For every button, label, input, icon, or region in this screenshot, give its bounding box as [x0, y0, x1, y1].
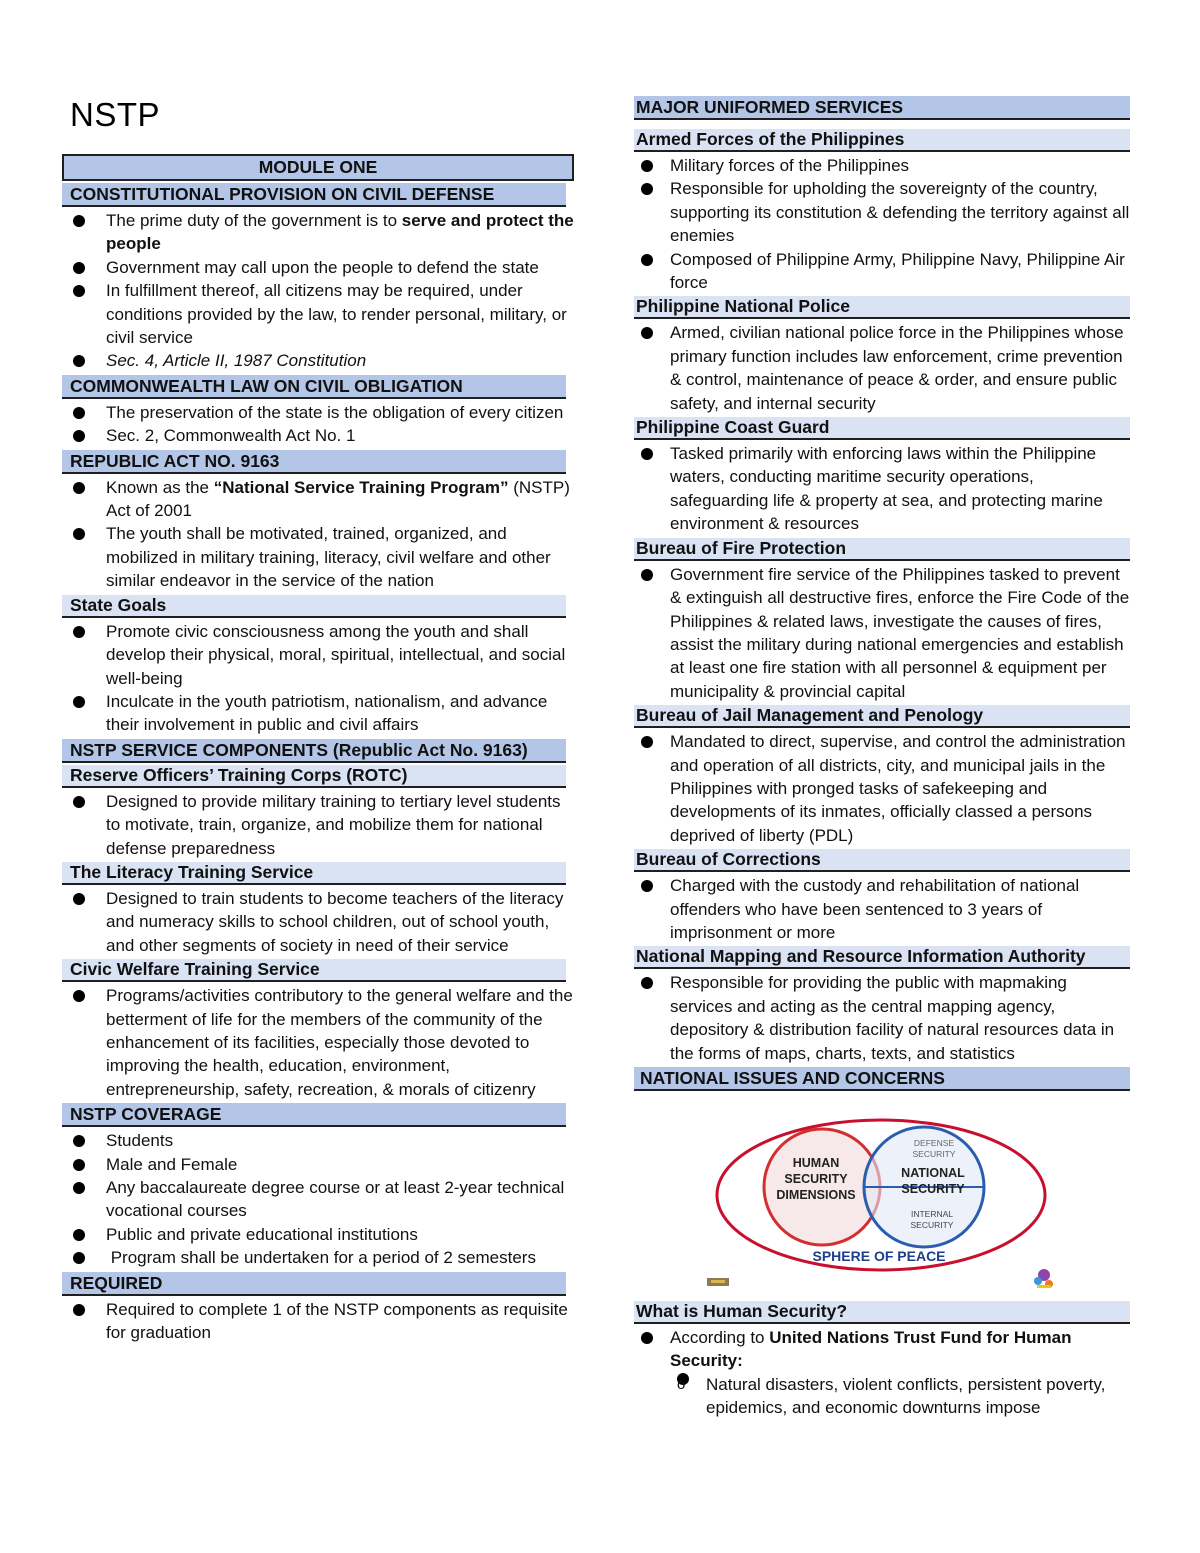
document-title: NSTP	[70, 96, 161, 133]
list-item: Known as the “National Service Training Program” (NSTP) Act of 2001	[62, 476, 574, 523]
heading-national-issues: NATIONAL ISSUES AND CONCERNS	[634, 1067, 1130, 1091]
label-national: NATIONAL	[901, 1166, 965, 1180]
list-commonwealth	[62, 401, 574, 448]
list-item: Required to complete 1 of the NSTP components as requisite for graduation	[62, 1298, 574, 1345]
list-item: Inculcate in the youth patriotism, nationalism, and advance their involvement in public and civil affairs	[62, 690, 574, 737]
heading-required: REQUIRED	[62, 1272, 566, 1296]
module-title: MODULE ONE	[62, 154, 574, 181]
sub-list	[670, 1373, 1130, 1420]
list-bfp	[634, 563, 1130, 703]
list-literacy-training	[62, 887, 574, 957]
heading-literacy-training: The Literacy Training Service	[62, 862, 566, 885]
list-item: Public and private educational institutions	[62, 1223, 574, 1246]
label-human: HUMAN	[792, 1156, 840, 1170]
list-item: The preservation of the state is the obligation of every citizen	[62, 401, 574, 424]
label-sphere-of-peace: SPHERE OF PEACE	[812, 1248, 946, 1264]
heading-bjmp: Bureau of Jail Management and Penology	[634, 705, 1130, 728]
list-item: Mandated to direct, supervise, and control the administration and operation of all districts, city, and municipal jails in the Philippines with pronged tasks of safekeeping and developments of its inmates, officially classed a persons deprived of liberty (PDL)	[634, 730, 1130, 847]
label-human-dimensions: DIMENSIONS	[776, 1188, 856, 1202]
list-pnp	[634, 321, 1130, 415]
list-item: Students	[62, 1129, 574, 1152]
list-republic-act	[62, 476, 574, 593]
heading-afp: Armed Forces of the Philippines	[634, 129, 1130, 152]
heading-rotc: Reserve Officers’ Training Corps (ROTC)	[62, 765, 566, 788]
list-item: Sec. 2, Commonwealth Act No. 1	[62, 424, 574, 447]
list-item: Military forces of the Philippines	[634, 154, 1130, 177]
heading-commonwealth-law: COMMONWEALTH LAW ON CIVIL OBLIGATION	[62, 375, 566, 399]
heading-state-goals: State Goals	[62, 595, 566, 618]
list-item: Composed of Philippine Army, Philippine Navy, Philippine Air force	[634, 248, 1130, 295]
list-item: Government may call upon the people to defend the state	[62, 256, 574, 279]
heading-boc: Bureau of Corrections	[634, 849, 1130, 872]
list-item: The youth shall be motivated, trained, organized, and mobilized in military training, literacy, civil welfare and other similar endeavor in the service of the nation	[62, 522, 574, 592]
flower-logo-icon	[1034, 1269, 1053, 1288]
label-national-security: SECURITY	[901, 1182, 965, 1196]
small-logo-icon	[707, 1278, 729, 1286]
list-item: Program shall be undertaken for a period of 2 semesters	[62, 1246, 574, 1269]
heading-major-uniformed-services: MAJOR UNIFORMED SERVICES	[634, 96, 1130, 120]
heading-republic-act: REPUBLIC ACT NO. 9163	[62, 450, 566, 474]
list-item: Sec. 4, Article II, 1987 Constitution	[62, 349, 574, 372]
list-item: Male and Female	[62, 1153, 574, 1176]
heading-bfp: Bureau of Fire Protection	[634, 538, 1130, 561]
label-human-security: SECURITY	[784, 1172, 848, 1186]
list-item: In fulfillment thereof, all citizens may be required, under conditions provided by the law, to render personal, military, or civil service	[62, 279, 574, 349]
list-item: Promote civic consciousness among the youth and shall develop their physical, moral, spiritual, intellectual, and social well-being	[62, 620, 574, 690]
list-item: Any baccalaureate degree course or at least 2-year technical vocational courses	[62, 1176, 574, 1223]
list-item: The prime duty of the government is to serve and protect the people	[62, 209, 574, 256]
heading-service-components: NSTP SERVICE COMPONENTS (Republic Act No. 9163)	[62, 739, 566, 763]
list-item: Responsible for upholding the sovereignty of the country, supporting its constitution & defending the territory against all enemies	[634, 177, 1130, 247]
label-internal: INTERNAL	[910, 1209, 954, 1219]
label-defense: DEFENSE	[913, 1138, 955, 1148]
heading-nstp-coverage: NSTP COVERAGE	[62, 1103, 566, 1127]
heading-pcg: Philippine Coast Guard	[634, 417, 1130, 440]
list-civic-welfare	[62, 984, 574, 1101]
list-required	[62, 1298, 574, 1345]
heading-civic-welfare: Civic Welfare Training Service	[62, 959, 566, 982]
label-internal-security: SECURITY	[910, 1220, 954, 1230]
sub-list-item: o Natural disasters, violent conflicts, persistent poverty, epidemics, and economic downturns impose	[670, 1373, 1130, 1420]
list-item: Government fire service of the Philippines tasked to prevent & extinguish all destructive fires, enforce the Fire Code of the Philippines & related laws, investigate the causes of fires, assist the military during national emergencies and establish at least one fire station with all personnel & equipment per municipality & provincial capital	[634, 563, 1130, 703]
venn-diagram	[634, 1093, 1130, 1299]
list-afp	[634, 154, 1130, 294]
list-bjmp	[634, 730, 1130, 847]
list-pcg	[634, 442, 1130, 536]
list-item: Designed to provide military training to tertiary level students to motivate, train, organize, and mobilize them for national defense preparedness	[62, 790, 574, 860]
list-item: Programs/activities contributory to the general welfare and the betterment of life for the members of the community of the enhancement of its facilities, especially those devoted to improving the health, education, environment, entrepreneurship, safety, recreation, & morals of citizenry	[62, 984, 574, 1101]
list-nstp-coverage	[62, 1129, 574, 1269]
label-defense-security: SECURITY	[912, 1149, 956, 1159]
list-human-security	[634, 1326, 1130, 1420]
left-column	[62, 94, 574, 1344]
list-state-goals	[62, 620, 574, 737]
list-item: Designed to train students to become teachers of the literacy and numeracy skills to school children, out of school youth, and other segments of society in need of their service	[62, 887, 574, 957]
heading-namria: National Mapping and Resource Information Authority	[634, 946, 1130, 969]
list-rotc	[62, 790, 574, 860]
list-item: Responsible for providing the public with mapmaking services and acting as the central mapping agency, depository & distribution facility of natural resources data in the forms of maps, charts, texts, and statistics	[634, 971, 1130, 1065]
list-constitutional	[62, 209, 574, 373]
heading-constitutional-provision: CONSTITUTIONAL PROVISION ON CIVIL DEFENSE	[62, 183, 566, 207]
heading-pnp: Philippine National Police	[634, 296, 1130, 319]
heading-human-security: What is Human Security?	[634, 1301, 1130, 1324]
list-namria	[634, 971, 1130, 1065]
right-column	[634, 94, 1130, 1420]
list-item: Tasked primarily with enforcing laws within the Philippine waters, conducting maritime security operations, safeguarding life & property at sea, and protecting marine environment & resources	[634, 442, 1130, 536]
sphere-of-peace-diagram	[634, 1093, 1130, 1299]
list-item: Charged with the custody and rehabilitation of national offenders who have been sentenced to 3 years of imprisonment or more	[634, 874, 1130, 944]
list-boc	[634, 874, 1130, 944]
list-item: Armed, civilian national police force in the Philippines whose primary function includes law enforcement, crime prevention & control, maintenance of peace & order, and ensure public safety, and internal security	[634, 321, 1130, 415]
list-item: According to United Nations Trust Fund for Human Security: o Natural disasters, violent conflicts, persistent poverty, epidemics, and economic downturns impose	[634, 1326, 1130, 1420]
